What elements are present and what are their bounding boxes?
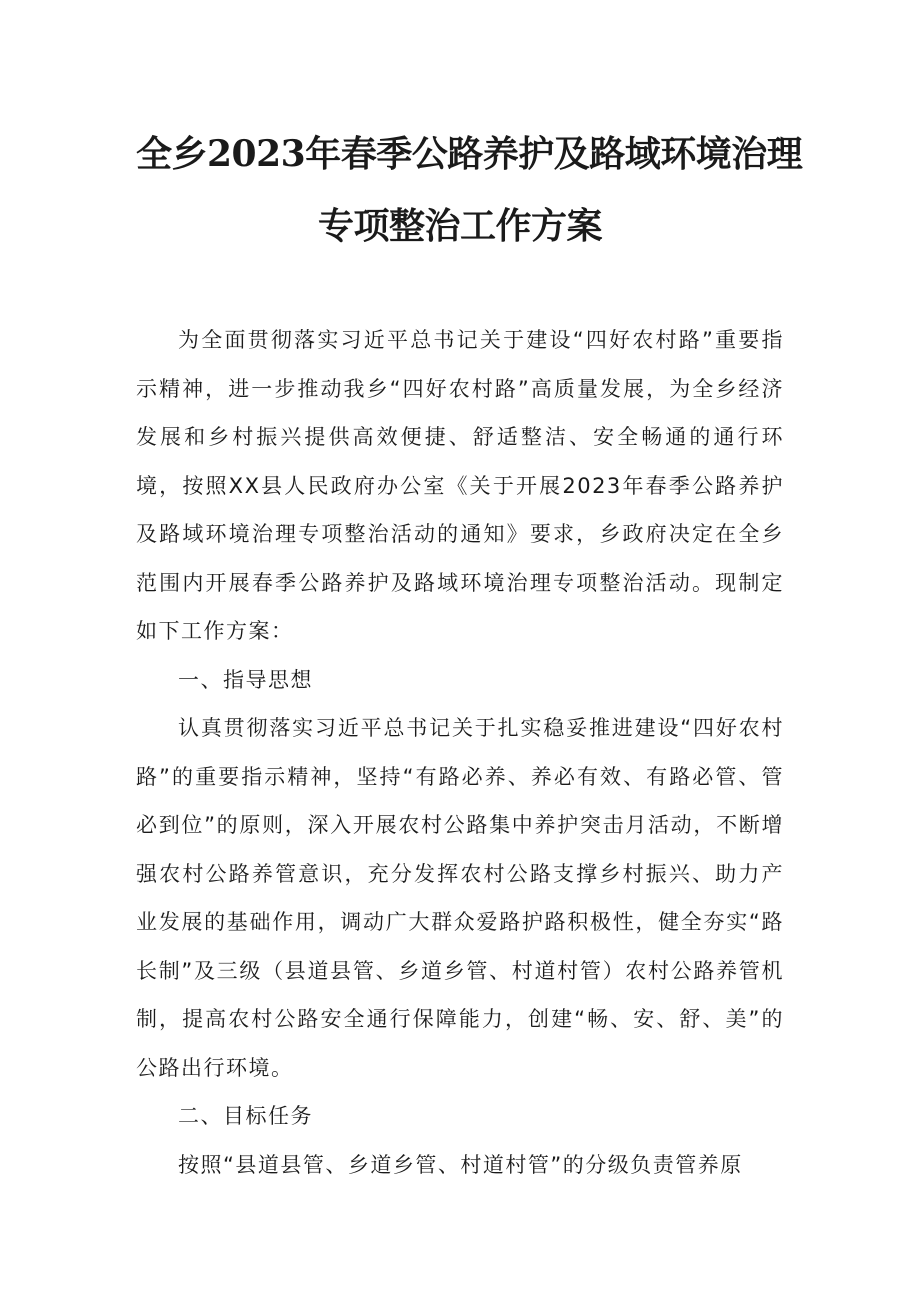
document-body	[136, 316, 784, 1189]
guiding-ideology-paragraph: 认真贯彻落实习近平总书记关于扎实稳妥推进建设“四好农村路”的重要指示精神，坚持“有路必养、养必有效、有路必管、管必到位”的原则，深入开展农村公路集中养护突击月活动，不断增强农村公路养管意识，充分发挥农村公路支撑乡村振兴、助力产业发展的基础作用，调动广大群众爱路护路积极性，健全夯实“路长制”及三级（县道县管、乡道乡管、村道村管）农村公路养管机制，提高农村公路安全通行保障能力，创建“畅、安、舒、美”的公路出行环境。	[136, 716, 784, 1080]
section-heading-objectives: 二、目标任务	[178, 1104, 313, 1128]
section-heading-guiding-ideology: 一、指导思想	[178, 667, 313, 692]
document-title-line-2: 专项整治工作方案	[317, 205, 602, 247]
document-title-line-1: 全乡2023年春季公路养护及路域环境治理	[136, 133, 803, 175]
objectives-paragraph: 按照“县道县管、乡道乡管、村道村管”的分级负责管养原	[178, 1152, 743, 1177]
intro-paragraph: 为全面贯彻落实习近平总书记关于建设“四好农村路”重要指示精神，进一步推动我乡“四好农村路”高质量发展，为全乡经济发展和乡村振兴提供高效便捷、舒适整洁、安全畅通的通行环境，按照XX县人民政府办公室《关于开展2023年春季公路养护及路域环境治理专项整治活动的通知》要求，乡政府决定在全乡范围内开展春季公路养护及路域环境治理专项整治活动。现制定如下工作方案：	[136, 328, 784, 643]
